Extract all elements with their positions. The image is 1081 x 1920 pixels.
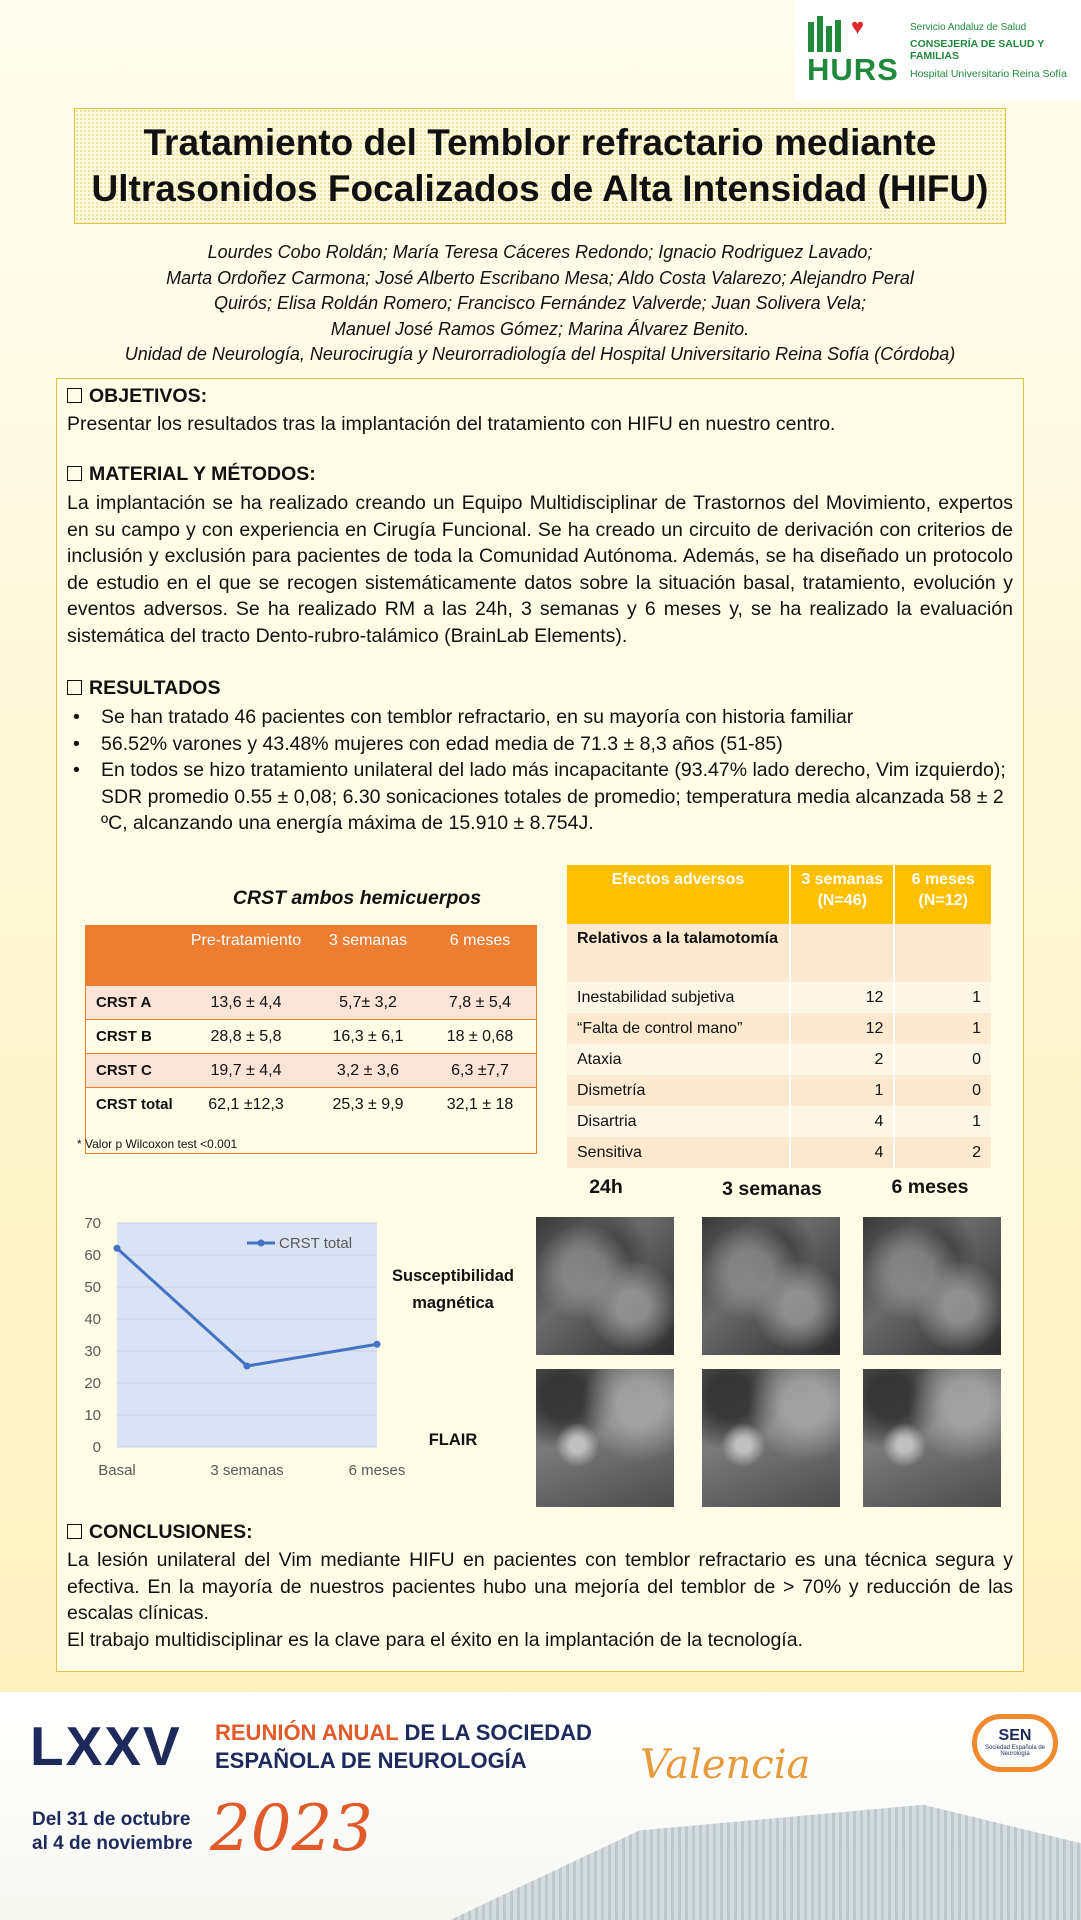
table-cell: 3,2 ± 3,6 bbox=[312, 1054, 424, 1088]
row-label: CRST B bbox=[86, 1020, 181, 1054]
table-cell: 12 bbox=[790, 982, 894, 1013]
mri-swi-3-semanas-image bbox=[702, 1217, 840, 1355]
table-cell: 6,3 ±7,7 bbox=[424, 1054, 537, 1088]
y-tick-label: 50 bbox=[84, 1279, 101, 1296]
list-item: • Se han tratado 46 pacientes con temblor refractario, en su mayoría con historia familiar bbox=[71, 704, 1021, 731]
table-row bbox=[567, 982, 991, 1013]
table-header-row bbox=[86, 926, 537, 986]
conclusiones-text: La lesión unilateral del Vim mediante HIFU en pacientes con temblor refractario es una técnica segura y efectiva. En la mayoría de nuestros pacientes hubo una mejoría del temblor de > 70% y reducción de las escalas clínicas. bbox=[67, 1549, 1013, 1624]
mri-swi-24h-image bbox=[536, 1217, 674, 1355]
list-item: • 56.52% varones y 43.48% mujeres con edad media de 71.3 ± 8,3 años (51-85) bbox=[71, 731, 1021, 758]
y-tick-label: 20 bbox=[84, 1375, 101, 1392]
table-cell: 2 bbox=[790, 1044, 894, 1075]
table-cell: 18 ± 0,68 bbox=[424, 1020, 537, 1054]
table-cell: 12 bbox=[790, 1013, 894, 1044]
legend-label: CRST total bbox=[279, 1235, 353, 1252]
authors-block bbox=[60, 240, 1020, 368]
y-tick-label: 0 bbox=[92, 1439, 101, 1456]
table-row bbox=[567, 1013, 991, 1044]
checkbox-bullet-icon bbox=[67, 680, 82, 695]
conclusiones-text-2: El trabajo multidisciplinar es la clave para el éxito en la implantación de la tecnología. bbox=[67, 1629, 803, 1651]
table-footnote: * Valor p Wilcoxon test <0.001 bbox=[77, 1137, 238, 1151]
logo-acronym: HURS bbox=[807, 52, 899, 87]
row-label: CRST total bbox=[86, 1088, 181, 1154]
authors-line: Lourdes Cobo Roldán; María Teresa Cáceres Redondo; Ignacio Rodriguez Lavado; bbox=[207, 242, 873, 262]
x-tick-label: 6 meses bbox=[348, 1462, 406, 1479]
congress-name-line2: ESPAÑOLA DE NEUROLOGÍA bbox=[215, 1748, 527, 1773]
table-cell: 2 bbox=[894, 1137, 991, 1168]
objetivos-text: Presentar los resultados tras la implantación del tratamiento con HIFU en nuestro centro. bbox=[67, 413, 836, 435]
y-tick-label: 30 bbox=[84, 1343, 101, 1360]
congress-year: 2023 bbox=[210, 1792, 373, 1866]
y-tick-label: 10 bbox=[84, 1407, 101, 1424]
building-illustration bbox=[450, 1792, 1081, 1920]
congress-city: Valencia bbox=[640, 1742, 811, 1788]
x-tick-label: Basal bbox=[98, 1462, 136, 1479]
table-header: Pre-tratamiento bbox=[180, 926, 312, 986]
table-cell: 4 bbox=[790, 1106, 894, 1137]
table-cell: 13,6 ± 4,4 bbox=[180, 986, 312, 1020]
column-label-24h: 24h bbox=[589, 1176, 623, 1198]
table-header: 6 meses (N=12) bbox=[894, 865, 991, 924]
heart-icon: ♥ bbox=[851, 14, 865, 39]
congress-banner bbox=[0, 1692, 1081, 1920]
row-label: CRST A bbox=[86, 986, 181, 1020]
row-label-flair: FLAIR bbox=[428, 1431, 478, 1449]
crst-line-chart bbox=[69, 1209, 406, 1479]
logo-line1: Servicio Andaluz de Salud bbox=[910, 22, 1027, 33]
table-header: 3 semanas (N=46) bbox=[790, 865, 894, 924]
table-row bbox=[567, 1137, 991, 1168]
logo-line3: Hospital Universitario Reina Sofía bbox=[910, 68, 1067, 80]
checkbox-bullet-icon bbox=[67, 466, 82, 481]
table-group-row bbox=[567, 924, 991, 982]
y-tick-label: 40 bbox=[84, 1311, 101, 1328]
conclusiones-heading: CONCLUSIONES: bbox=[67, 1521, 253, 1544]
row-label: Dismetría bbox=[567, 1075, 790, 1106]
table-cell: 62,1 ±12,3 bbox=[180, 1088, 312, 1154]
y-tick-label: 70 bbox=[84, 1215, 101, 1232]
table-header-row bbox=[567, 865, 991, 924]
table-cell: 7,8 ± 5,4 bbox=[424, 986, 537, 1020]
congress-numeral: LXXV bbox=[30, 1715, 182, 1777]
adverse-effects-table bbox=[567, 865, 991, 1168]
table-row bbox=[86, 986, 537, 1020]
table-row bbox=[567, 1106, 991, 1137]
crst-table-title: CRST ambos hemicuerpos bbox=[232, 887, 482, 909]
mri-flair-3-semanas-image bbox=[702, 1369, 840, 1507]
table-cell: 16,3 ± 6,1 bbox=[312, 1020, 424, 1054]
row-label: “Falta de control mano” bbox=[567, 1013, 790, 1044]
mri-flair-6-meses-image bbox=[863, 1369, 1001, 1507]
title-line1: Tratamiento del Temblor refractario mediante bbox=[143, 122, 937, 163]
metodos-text: La implantación se ha realizado creando un Equipo Multidisciplinar de Trastornos del Movimiento, expertos en su campo y con experiencia en Cirugía Funcional. Se ha creado un circuito de derivación con criterios de inclusión y exclusión para pacientes de toda la Comunidad Autónoma. Además, se ha diseñado un protocolo de estudio en el que se recogen sistemáticamente datos sobre la situación basal, tratamiento, evolución y eventos adversos. Se ha realizado RM a las 24h, 3 semanas y 6 meses y, se ha realizado la evaluación sistemática del tracto Dento-rubro-talámico (BrainLab Elements). bbox=[67, 492, 1013, 647]
list-item: • En todos se hizo tratamiento unilateral del lado más incapacitante (93.47% lado derecho, Vim izquierdo); SDR promedio 0.55 ± 0,08; 6.30 sonicaciones totales de promedio; temperatura media alcanzada 58 ± 2 ºC, alcanzando una energía máxima de 15.910 ± 8.754J. bbox=[71, 757, 1021, 837]
mri-flair-24h-image bbox=[536, 1369, 674, 1507]
table-cell: 32,1 ± 18 bbox=[424, 1088, 537, 1154]
table-header: Efectos adversos bbox=[567, 865, 790, 924]
congress-name-line1: REUNIÓN ANUAL DE LA SOCIEDAD bbox=[215, 1720, 592, 1745]
table-header: 6 meses bbox=[424, 926, 537, 986]
crst-table bbox=[85, 925, 537, 1154]
table-cell: 1 bbox=[894, 1106, 991, 1137]
table-cell: 1 bbox=[894, 982, 991, 1013]
metodos-heading: MATERIAL Y MÉTODOS: bbox=[67, 463, 316, 486]
row-label: CRST C bbox=[86, 1054, 181, 1088]
table-cell: 19,7 ± 4,4 bbox=[180, 1054, 312, 1088]
table-header: 3 semanas bbox=[312, 926, 424, 986]
row-label: Disartria bbox=[567, 1106, 790, 1137]
table-cell: 28,8 ± 5,8 bbox=[180, 1020, 312, 1054]
table-row bbox=[86, 1020, 537, 1054]
authors-line: Quirós; Elisa Roldán Romero; Francisco Fernández Valverde; Juan Solivera Vela; bbox=[214, 293, 866, 313]
table-cell: 1 bbox=[894, 1013, 991, 1044]
resultados-list bbox=[71, 704, 1021, 837]
authors-line: Marta Ordoñez Carmona; José Alberto Escribano Mesa; Aldo Costa Valarezo; Alejandro Peral bbox=[166, 267, 914, 288]
table-cell: 5,7± 3,2 bbox=[312, 986, 424, 1020]
table-cell: 0 bbox=[894, 1075, 991, 1106]
authors-line: Manuel José Ramos Gómez; Marina Álvarez Benito. bbox=[330, 318, 750, 339]
data-point bbox=[244, 1363, 251, 1370]
congress-dates: Del 31 de octubre al 4 de noviembre bbox=[32, 1809, 193, 1854]
table-row bbox=[567, 1075, 991, 1106]
title-box bbox=[74, 108, 1006, 224]
table-cell: 25,3 ± 9,9 bbox=[312, 1088, 424, 1154]
title-line2: Ultrasonidos Focalizados de Alta Intensidad (HIFU) bbox=[91, 168, 989, 209]
hospital-logo bbox=[795, 0, 1081, 100]
row-label-susceptibilidad: Susceptibilidad magnética bbox=[392, 1267, 514, 1312]
table-cell: 1 bbox=[790, 1075, 894, 1106]
resultados-heading: RESULTADOS bbox=[67, 677, 220, 700]
logo-line2: CONSEJERÍA DE SALUD Y FAMILIAS bbox=[910, 38, 1045, 62]
y-tick-label: 60 bbox=[84, 1247, 101, 1264]
x-tick-label: 3 semanas bbox=[210, 1462, 284, 1479]
table-cell: 4 bbox=[790, 1137, 894, 1168]
table-row bbox=[86, 1054, 537, 1088]
objetivos-heading: OBJETIVOS: bbox=[67, 385, 207, 408]
group-label: Relativos a la talamotomía bbox=[567, 924, 790, 982]
table-row bbox=[567, 1044, 991, 1075]
checkbox-bullet-icon bbox=[67, 1524, 82, 1539]
poster-title bbox=[92, 120, 989, 212]
plot-area bbox=[117, 1223, 377, 1447]
row-label: Sensitiva bbox=[567, 1137, 790, 1168]
checkbox-bullet-icon bbox=[67, 388, 82, 403]
column-label-6-meses: 6 meses bbox=[891, 1176, 969, 1198]
data-point bbox=[114, 1245, 121, 1252]
affiliation: Unidad de Neurología, Neurocirugía y Neurorradiología del Hospital Universitario Reina Sofía (Córdoba) bbox=[124, 344, 956, 364]
legend-marker bbox=[258, 1240, 265, 1247]
column-label-3-semanas: 3 semanas bbox=[722, 1178, 822, 1200]
row-label: Ataxia bbox=[567, 1044, 790, 1075]
data-point bbox=[374, 1341, 381, 1348]
table-header bbox=[86, 926, 181, 986]
row-label: Inestabilidad subjetiva bbox=[567, 982, 790, 1013]
table-cell: 0 bbox=[894, 1044, 991, 1075]
sen-logo: SEN Sociedad Española de Neurología bbox=[972, 1714, 1058, 1772]
main-content-box bbox=[56, 378, 1024, 1672]
mri-swi-6-meses-image bbox=[863, 1217, 1001, 1355]
